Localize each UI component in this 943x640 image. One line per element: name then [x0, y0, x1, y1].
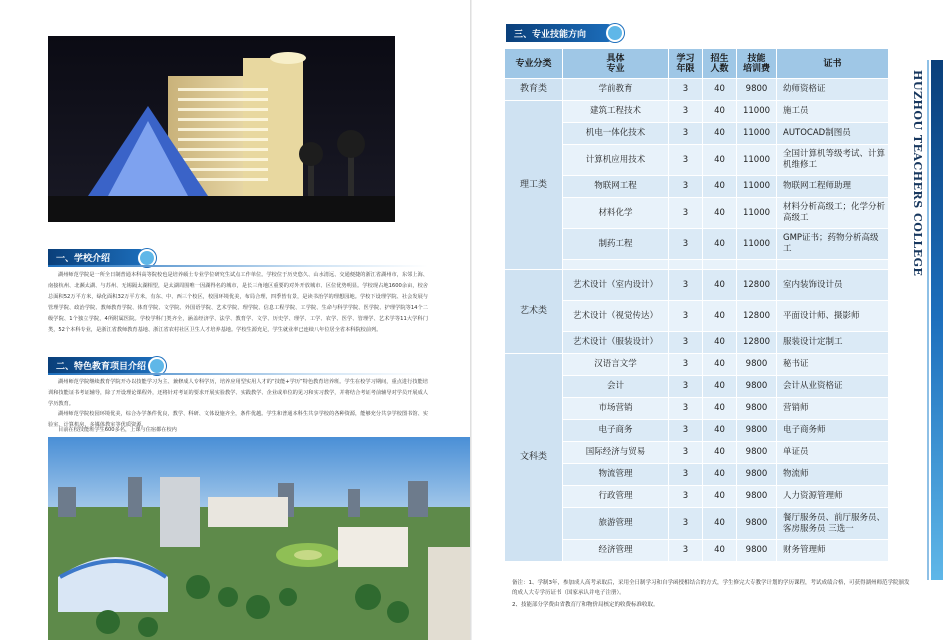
major-cell: 会计 [563, 376, 669, 398]
fee-cell: 9800 [737, 420, 777, 442]
note-1: 备注：1、学制3年，参加成人高考录取后，采用全日制学习和自学函授相结合的方式，学生修完大专教学计划的学历课程，考试成绩合格，可获得湖州师范学院颁发的成人大专学历证书（国家承认并电子注册）。 [512, 580, 910, 596]
enroll-cell: 40 [703, 486, 737, 508]
enroll-cell: 40 [703, 123, 737, 145]
table-row [505, 464, 889, 486]
table-row [505, 398, 889, 420]
major-cell: 制药工程 [563, 229, 669, 260]
cert-cell: 财务管理师 [777, 540, 889, 562]
header-major: 具体 专业 [563, 49, 669, 79]
years-cell: 3 [669, 198, 703, 229]
table-row [505, 123, 889, 145]
fee-cell [737, 260, 777, 270]
years-cell: 3 [669, 420, 703, 442]
fee-cell: 11000 [737, 229, 777, 260]
enroll-cell [703, 260, 737, 270]
major-cell: 行政管理 [563, 486, 669, 508]
cert-cell: 施工员 [777, 101, 889, 123]
years-cell: 3 [669, 442, 703, 464]
enroll-cell: 40 [703, 332, 737, 354]
major-cell: 国际经济与贸易 [563, 442, 669, 464]
years-cell: 3 [669, 508, 703, 540]
enroll-cell: 40 [703, 176, 737, 198]
header-enroll: 招生 人数 [703, 49, 737, 79]
cert-cell: 幼师资格证 [777, 79, 889, 101]
major-cell: 市场营销 [563, 398, 669, 420]
fee-cell: 12800 [737, 332, 777, 354]
section1-body: 湖州师范学院是一所全日制普通本科高等院校也是培养硕士专业学位研究生试点工作单位。学校位于历史悠久、山水清远、交通便捷的浙江省湖州市，东邻上海、南接杭州、北濒太湖、与苏州、无锡隔太湖相望，是太湖周围唯一因湖得名的城市，是长三角地区重要的对外开放城市、区位优势明显。学校现占地1600余亩，校舍总面积52万平方米，绿化面积32万平方米，有东、中、西三个校区，校园环境优美，布局合理，四季皆有景，是读书治学的理想园地。学校下设理学院、社会发展与管理学院、政治学院、教师教育学院、体育学院、文学院、外国语学院、艺术学院、理学院、信息工程学院、工学院、生命与科学学院、医学院、护理学院等14个二级学院、1个独立学院，4所附属医院。学校学科门类齐全，涵盖经济学、法学、教育学、文学、历史学、理学、工学、农学、医学、管理学、艺术学等11大学科门类，52个本科专业，是浙江省教师教育基地、浙江省农村社区卫生人才培养基地。学校生源充足，学生就业率已连续八年位居全省本科院校前列。 [48, 272, 428, 333]
right-page [472, 0, 943, 640]
cert-cell: 室内装饰设计员 [777, 270, 889, 301]
cert-cell: 物流师 [777, 464, 889, 486]
cert-cell: 餐厅服务员、前厅服务员、客房服务员 三选一 [777, 508, 889, 540]
major-cell: 物流管理 [563, 464, 669, 486]
cert-cell: 营销师 [777, 398, 889, 420]
years-cell: 3 [669, 270, 703, 301]
years-cell: 3 [669, 101, 703, 123]
major-cell: 艺术设计（室内设计） [563, 270, 669, 301]
header-fee: 技能 培训费 [737, 49, 777, 79]
major-cell: 汉语言文学 [563, 354, 669, 376]
section2-title: 二、特色教育项目介绍 [56, 362, 147, 372]
table-row [505, 442, 889, 464]
major-cell: 艺术设计（视觉传达） [563, 301, 669, 332]
cert-cell: 全国计算机等级考试、计算机维修工 [777, 145, 889, 176]
table-row [505, 198, 889, 229]
section2-body2: 湖州师范学院校园环境优美，综合办学条件优良，教学、科研、文体设施齐全，条件优越。学生和普通本科生共享学校的各种资源，能够充分共享学校图书馆、实验室、计算机房、多媒体教室等优质资源。 [48, 411, 428, 428]
table-row [505, 176, 889, 198]
vertical-college-title [903, 60, 943, 580]
table-row [505, 79, 889, 101]
major-cell: 机电一体化技术 [563, 123, 669, 145]
fee-cell: 12800 [737, 301, 777, 332]
fee-cell: 9800 [737, 540, 777, 562]
enroll-cell: 40 [703, 398, 737, 420]
years-cell: 3 [669, 145, 703, 176]
years-cell: 3 [669, 123, 703, 145]
years-cell: 3 [669, 301, 703, 332]
years-cell: 3 [669, 376, 703, 398]
enroll-cell: 40 [703, 464, 737, 486]
bullet-dot-icon [606, 24, 624, 42]
years-cell: 3 [669, 176, 703, 198]
header-years: 学习 年限 [669, 49, 703, 79]
cert-cell: GMP证书；药物分析高级工 [777, 229, 889, 260]
cert-cell: 人力资源管理师 [777, 486, 889, 508]
table-row [505, 260, 889, 270]
section3-title: 三、专业技能方向 [514, 30, 587, 40]
section2-body3: 目前在校技能班学生600多名，上课与住宿都在校内 [58, 427, 177, 433]
years-cell: 3 [669, 354, 703, 376]
cert-cell: 物联网工程师助理 [777, 176, 889, 198]
years-cell: 3 [669, 540, 703, 562]
years-cell: 3 [669, 464, 703, 486]
years-cell: 3 [669, 79, 703, 101]
cert-cell: 平面设计师、摄影师 [777, 301, 889, 332]
table-row [505, 486, 889, 508]
enroll-cell: 40 [703, 101, 737, 123]
section2-divider [48, 373, 428, 375]
fee-cell: 9800 [737, 354, 777, 376]
note-2: 2、技能部分学费由省教育厅和物价局核定的收费标准收取。 [512, 602, 659, 608]
enroll-cell: 40 [703, 508, 737, 540]
header-cert: 证书 [777, 49, 889, 79]
enroll-cell: 40 [703, 420, 737, 442]
table-row [505, 270, 889, 301]
years-cell: 3 [669, 486, 703, 508]
table-row [505, 101, 889, 123]
table-row [505, 508, 889, 540]
cert-cell: 秘书证 [777, 354, 889, 376]
table-row [505, 229, 889, 260]
major-cell: 计算机应用技术 [563, 145, 669, 176]
night-building-photo [48, 36, 395, 222]
major-cell: 材料化学 [563, 198, 669, 229]
enroll-cell: 40 [703, 198, 737, 229]
fee-cell: 11000 [737, 198, 777, 229]
header-category: 专业分类 [505, 49, 563, 79]
cert-cell: 服装设计定制工 [777, 332, 889, 354]
majors-table [504, 48, 889, 562]
fee-cell: 12800 [737, 270, 777, 301]
night-building-illustration [48, 36, 395, 222]
fee-cell: 9800 [737, 79, 777, 101]
table-row [505, 376, 889, 398]
enroll-cell: 40 [703, 442, 737, 464]
major-cell: 旅游管理 [563, 508, 669, 540]
major-cell: 建筑工程技术 [563, 101, 669, 123]
category-cell: 教育类 [505, 79, 563, 101]
cert-cell: 电子商务师 [777, 420, 889, 442]
table-row [505, 420, 889, 442]
enroll-cell: 40 [703, 79, 737, 101]
major-cell: 经济管理 [563, 540, 669, 562]
section3-header [506, 24, 626, 42]
fee-cell: 11000 [737, 123, 777, 145]
enroll-cell: 40 [703, 540, 737, 562]
fee-cell: 9800 [737, 464, 777, 486]
category-cell: 文科类 [505, 354, 563, 562]
section1-title: 一、学校介绍 [56, 254, 111, 264]
campus-aerial-illustration [48, 437, 472, 640]
fee-cell: 11000 [737, 176, 777, 198]
fee-cell: 11000 [737, 101, 777, 123]
fee-cell: 9800 [737, 398, 777, 420]
enroll-cell: 40 [703, 301, 737, 332]
enroll-cell: 40 [703, 145, 737, 176]
major-cell: 学前教育 [563, 79, 669, 101]
fee-cell: 9800 [737, 376, 777, 398]
table-row [505, 540, 889, 562]
cert-cell: 材料分析高级工；化学分析高级工 [777, 198, 889, 229]
table-row [505, 301, 889, 332]
table-row [505, 354, 889, 376]
enroll-cell: 40 [703, 270, 737, 301]
major-cell [563, 260, 669, 270]
fee-cell: 9800 [737, 508, 777, 540]
years-cell: 3 [669, 332, 703, 354]
enroll-cell: 40 [703, 229, 737, 260]
table-header-row [505, 49, 889, 79]
major-cell: 艺术设计（服装设计） [563, 332, 669, 354]
major-cell: 电子商务 [563, 420, 669, 442]
cert-cell: 会计从业资格证 [777, 376, 889, 398]
fee-cell: 9800 [737, 442, 777, 464]
years-cell: 3 [669, 398, 703, 420]
college-name-vertical: HUZHOU TEACHERS COLLEGE [911, 70, 924, 277]
cert-cell [777, 260, 889, 270]
table-row [505, 145, 889, 176]
campus-aerial-photo [48, 437, 472, 640]
section1-divider [48, 265, 428, 267]
fee-cell: 9800 [737, 486, 777, 508]
years-cell: 3 [669, 229, 703, 260]
cert-cell: 单证员 [777, 442, 889, 464]
majors-table-body [505, 79, 889, 562]
enroll-cell: 40 [703, 376, 737, 398]
cert-cell: AUTOCAD制图员 [777, 123, 889, 145]
major-cell: 物联网工程 [563, 176, 669, 198]
category-cell: 艺术类 [505, 270, 563, 354]
table-row [505, 332, 889, 354]
enroll-cell: 40 [703, 354, 737, 376]
fee-cell: 11000 [737, 145, 777, 176]
years-cell [669, 260, 703, 270]
section2-body1: 湖州师范学院继续教育学院开办以技能学习为主、兼修成人专科学历，培养应用型实用人才的“技能+学历”特色教育培养班。学生在校学习期间，重点进行技能培训和技能证书考证辅导，除了开设理论课程外，还将针对考证的要求开展实验教学、实践教学、企业或单位的见习和实习教学，并将结合考证考前辅导对学员开展成人学历教育。 [48, 379, 428, 407]
category-cell: 理工类 [505, 101, 563, 270]
